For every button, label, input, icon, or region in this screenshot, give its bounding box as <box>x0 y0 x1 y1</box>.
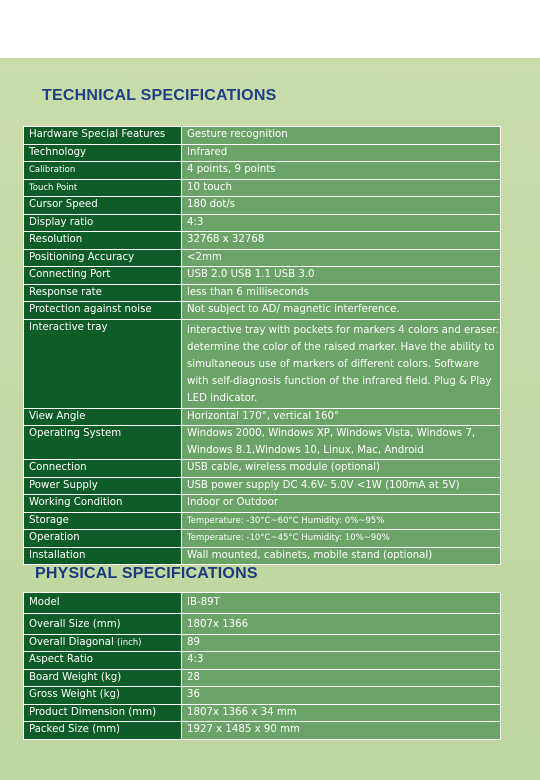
spec-value: 1807x 1366 x 34 mm <box>182 704 501 722</box>
table-row <box>24 214 501 232</box>
spec-value: Wall mounted, cabinets, mobile stand (optional) <box>182 547 501 565</box>
spec-value: 4:3 <box>182 214 501 232</box>
spec-label: Storage <box>24 512 182 530</box>
table-row <box>24 512 501 530</box>
spec-label: Power Supply <box>24 477 182 495</box>
spec-value: Indoor or Outdoor <box>182 495 501 513</box>
table-row <box>24 547 501 565</box>
spec-value: 10 touch <box>182 179 501 197</box>
table-row <box>24 460 501 478</box>
spec-label: Working Condition <box>24 495 182 513</box>
spec-label: Protection against noise <box>24 302 182 320</box>
table-row <box>24 267 501 285</box>
spec-label: Gross Weight (kg) <box>24 687 182 705</box>
table-row <box>24 495 501 513</box>
technical-specifications-heading: TECHNICAL SPECIFICATIONS <box>42 87 277 104</box>
spec-label: Aspect Ratio <box>24 652 182 670</box>
spec-label: Operation <box>24 530 182 548</box>
spec-value: USB power supply DC 4.6V- 5.0V <1W (100mA at 5V) <box>182 477 501 495</box>
spec-value: 32768 x 32768 <box>182 232 501 250</box>
table-row <box>24 634 501 652</box>
spec-label: Cursor Speed <box>24 197 182 215</box>
table-row <box>24 302 501 320</box>
spec-label: Interactive tray <box>24 319 182 408</box>
table-row <box>24 408 501 426</box>
spec-label: Touch Point <box>24 179 182 197</box>
table-row <box>24 319 501 408</box>
table-row <box>24 530 501 548</box>
table-row <box>24 652 501 670</box>
spec-value: 180 dot/s <box>182 197 501 215</box>
table-row <box>24 162 501 180</box>
spec-label: View Angle <box>24 408 182 426</box>
table-row <box>24 704 501 722</box>
spec-value: 89 <box>182 634 501 652</box>
table-row <box>24 127 501 145</box>
spec-value: 4 points, 9 points <box>182 162 501 180</box>
spec-value: 1807x 1366 <box>182 614 501 635</box>
table-row <box>24 722 501 740</box>
spec-label: Resolution <box>24 232 182 250</box>
spec-label: Calibration <box>24 162 182 180</box>
spec-label: Hardware Special Features <box>24 127 182 145</box>
spec-value: 36 <box>182 687 501 705</box>
table-row <box>24 687 501 705</box>
spec-value: USB 2.0 USB 1.1 USB 3.0 <box>182 267 501 285</box>
spec-label: Response rate <box>24 284 182 302</box>
spec-label: Model <box>24 593 182 614</box>
spec-label: Connecting Port <box>24 267 182 285</box>
spec-label: Technology <box>24 144 182 162</box>
table-row <box>24 179 501 197</box>
spec-value: Temperature: -30°C~60°C Humidity: 0%~95% <box>182 512 501 530</box>
spec-label: Overall Size (mm) <box>24 614 182 635</box>
spec-label: Board Weight (kg) <box>24 669 182 687</box>
spec-value: interactive tray with pockets for markers 4 colors and eraser. determine the color of the raised marker. Have the ability to simultaneous use of markers of different colors. Software with self-diagnosis function of the infrared field. Plug & Play LED indicator. <box>182 319 501 408</box>
spec-label: Operating System <box>24 426 182 460</box>
physical-specifications-table <box>23 592 501 740</box>
spec-value: 1927 x 1485 x 90 mm <box>182 722 501 740</box>
spec-label: Installation <box>24 547 182 565</box>
table-row <box>24 232 501 250</box>
table-row <box>24 593 501 614</box>
table-row <box>24 426 501 460</box>
spec-value: 28 <box>182 669 501 687</box>
table-row <box>24 477 501 495</box>
spec-value: IB-89T <box>182 593 501 614</box>
spec-value: less than 6 milliseconds <box>182 284 501 302</box>
spec-label-text: Overall Diagonal <box>29 636 114 648</box>
spec-label: Packed Size (mm) <box>24 722 182 740</box>
spec-label: Product Dimension (mm) <box>24 704 182 722</box>
table-row <box>24 249 501 267</box>
spec-value: USB cable, wireless module (optional) <box>182 460 501 478</box>
spec-value: Not subject to AD/ magnetic interference. <box>182 302 501 320</box>
table-row <box>24 144 501 162</box>
table-row <box>24 197 501 215</box>
spec-label: Positioning Accuracy <box>24 249 182 267</box>
table-row <box>24 614 501 635</box>
spec-label <box>24 634 182 652</box>
spec-value: Temperature: -10°C~45°C Humidity: 10%~90% <box>182 530 501 548</box>
spec-label-unit: (inch) <box>117 637 142 648</box>
technical-specifications-table <box>23 126 501 565</box>
spec-value: Windows 2000, Windows XP, Windows Vista, Windows 7, Windows 8.1,Windows 10, Linux, Mac, Android <box>182 426 501 460</box>
spec-value: 4:3 <box>182 652 501 670</box>
spec-value: Gesture recognition <box>182 127 501 145</box>
table-row <box>24 284 501 302</box>
spec-value: Horizontal 170°, vertical 160° <box>182 408 501 426</box>
table-row <box>24 669 501 687</box>
spec-label: Display ratio <box>24 214 182 232</box>
spec-label: Connection <box>24 460 182 478</box>
spec-value: Infrared <box>182 144 501 162</box>
spec-value: <2mm <box>182 249 501 267</box>
physical-specifications-heading: PHYSICAL SPECIFICATIONS <box>35 565 258 582</box>
